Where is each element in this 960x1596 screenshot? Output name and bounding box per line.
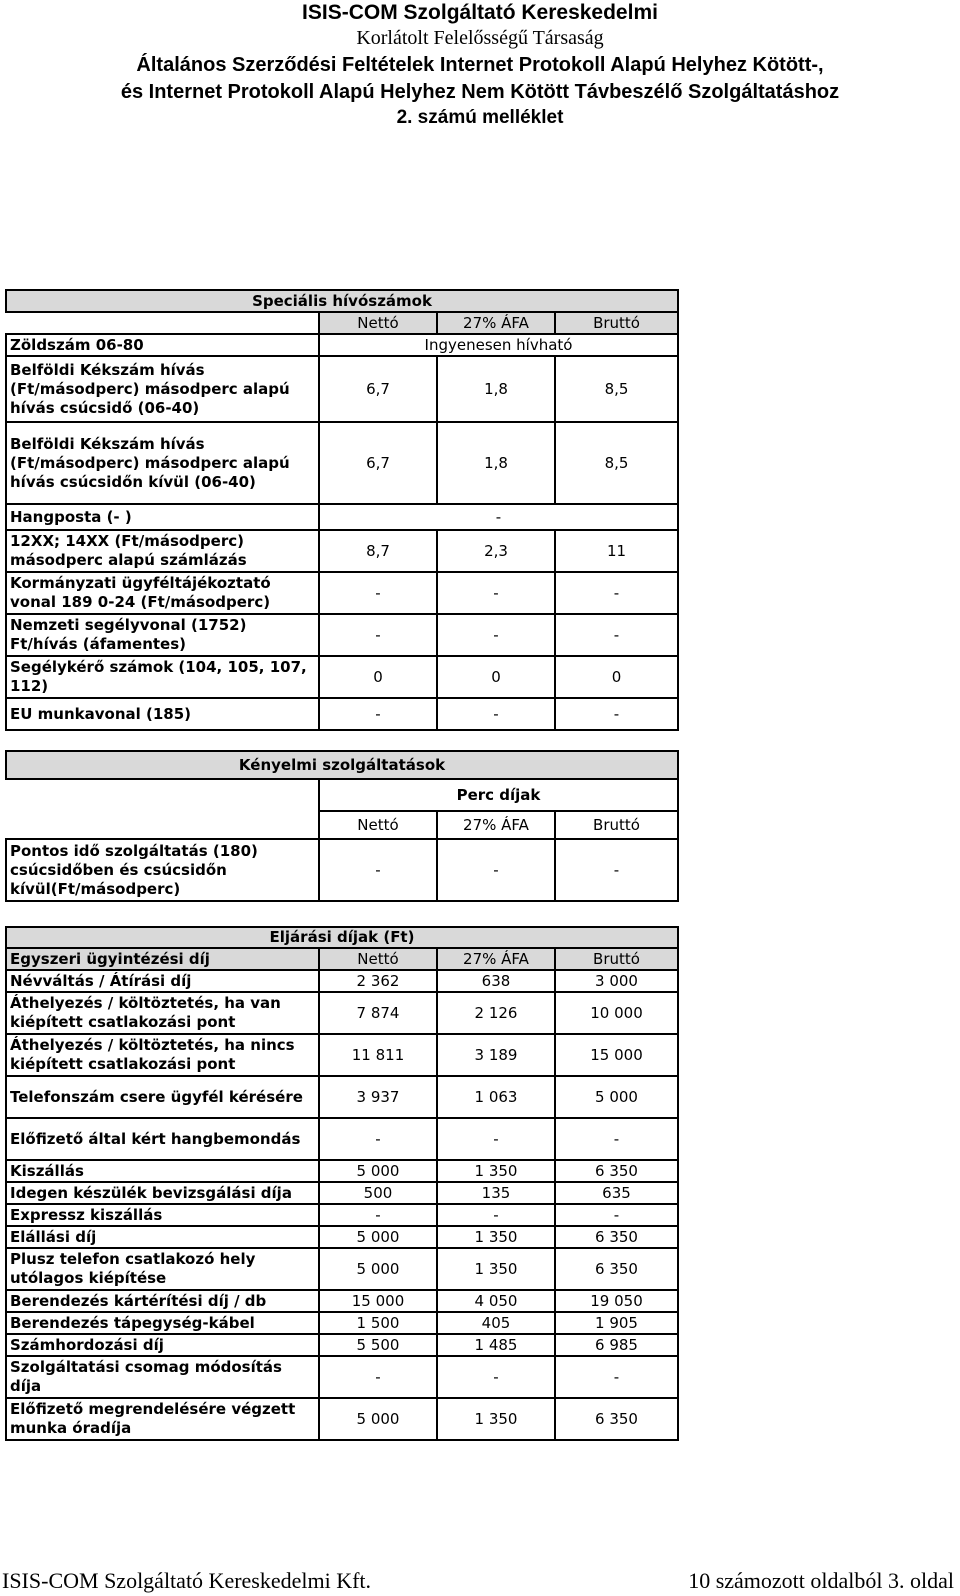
gross-cell: 635 bbox=[555, 1182, 678, 1204]
net-cell: 1 500 bbox=[319, 1312, 437, 1334]
net-cell: - bbox=[319, 1118, 437, 1160]
row-label: EU munkavonal (185) bbox=[6, 698, 319, 730]
vat-cell: 1 350 bbox=[437, 1160, 555, 1182]
table-row bbox=[6, 1182, 678, 1204]
net-cell: 5 000 bbox=[319, 1226, 437, 1248]
row-label: Előfizető megrendelésére végzett munka óradíja bbox=[6, 1398, 319, 1440]
row-label: Belföldi Kékszám hívás (Ft/másodperc) másodperc alapú hívás csúcsidőn kívül (06-40) bbox=[6, 422, 319, 504]
vat-cell: 1 485 bbox=[437, 1334, 555, 1356]
table-row bbox=[6, 1076, 678, 1118]
vat-cell: 1 350 bbox=[437, 1398, 555, 1440]
footer-company: ISIS-COM Szolgáltató Kereskedelmi Kft. bbox=[2, 1568, 372, 1593]
table-row bbox=[6, 1356, 678, 1398]
gross-cell: 1 905 bbox=[555, 1312, 678, 1334]
net-cell: - bbox=[319, 1204, 437, 1226]
vat-cell: 1,8 bbox=[437, 422, 555, 504]
net-cell: 0 bbox=[319, 656, 437, 698]
table-row bbox=[6, 1118, 678, 1160]
table-row bbox=[6, 1312, 678, 1334]
gross-cell: 6 985 bbox=[555, 1334, 678, 1356]
col-header-net: Nettó bbox=[319, 811, 437, 839]
table-row bbox=[6, 1226, 678, 1248]
table-row bbox=[6, 1334, 678, 1356]
minute-fees-label: Perc díjak bbox=[319, 779, 678, 811]
row-label: Berendezés kártérítési díj / db bbox=[6, 1290, 319, 1312]
table-row bbox=[6, 970, 678, 992]
row-label: Expressz kiszállás bbox=[6, 1204, 319, 1226]
vat-cell: 1 063 bbox=[437, 1076, 555, 1118]
gross-cell: 19 050 bbox=[555, 1290, 678, 1312]
gross-cell: 8,5 bbox=[555, 356, 678, 422]
special-numbers-title: Speciális hívószámok bbox=[6, 290, 678, 312]
table-row bbox=[6, 504, 678, 530]
row-label: Berendezés tápegység-kábel bbox=[6, 1312, 319, 1334]
company-form: Korlátolt Felelősségű Társaság bbox=[356, 27, 604, 49]
vat-cell: 2 126 bbox=[437, 992, 555, 1034]
footer-page-number: 10 számozott oldalból 3. oldal bbox=[688, 1568, 954, 1593]
row-label: Idegen készülék bevizsgálási díja bbox=[6, 1182, 319, 1204]
table-row bbox=[6, 839, 678, 901]
table-row bbox=[6, 1248, 678, 1290]
net-cell: 5 000 bbox=[319, 1248, 437, 1290]
gross-cell: 8,5 bbox=[555, 422, 678, 504]
comfort-services-table bbox=[5, 750, 679, 902]
col-header-vat: 27% ÁFA bbox=[437, 948, 555, 970]
gross-cell: 3 000 bbox=[555, 970, 678, 992]
gross-cell: - bbox=[555, 1118, 678, 1160]
vat-cell: - bbox=[437, 572, 555, 614]
col-header-vat: 27% ÁFA bbox=[437, 811, 555, 839]
vat-cell: - bbox=[437, 1118, 555, 1160]
vat-cell: 2,3 bbox=[437, 530, 555, 572]
col-header-item: Egyszeri ügyintézési díj bbox=[6, 948, 319, 970]
net-cell: 6,7 bbox=[319, 356, 437, 422]
row-label: Pontos idő szolgáltatás (180) csúcsidőben és csúcsidőn kívül(Ft/másodperc) bbox=[6, 839, 319, 901]
table-row bbox=[6, 422, 678, 504]
vat-cell: - bbox=[437, 839, 555, 901]
net-cell: 3 937 bbox=[319, 1076, 437, 1118]
gross-cell: 6 350 bbox=[555, 1398, 678, 1440]
col-header-gross: Bruttó bbox=[555, 312, 678, 334]
net-cell: 11 811 bbox=[319, 1034, 437, 1076]
vat-cell: 1 350 bbox=[437, 1226, 555, 1248]
vat-cell: - bbox=[437, 1356, 555, 1398]
vat-cell: 4 050 bbox=[437, 1290, 555, 1312]
row-label: Zöldszám 06-80 bbox=[6, 334, 319, 356]
vat-cell: 1,8 bbox=[437, 356, 555, 422]
gross-cell: - bbox=[555, 839, 678, 901]
net-cell: 5 000 bbox=[319, 1160, 437, 1182]
row-label: Elállási díj bbox=[6, 1226, 319, 1248]
procedural-fees-table bbox=[5, 926, 679, 1441]
net-cell: 8,7 bbox=[319, 530, 437, 572]
col-header-net: Nettó bbox=[319, 948, 437, 970]
vat-cell: - bbox=[437, 1204, 555, 1226]
gross-cell: 15 000 bbox=[555, 1034, 678, 1076]
gross-cell: 5 000 bbox=[555, 1076, 678, 1118]
table-row bbox=[6, 530, 678, 572]
vat-cell: 1 350 bbox=[437, 1248, 555, 1290]
table-row bbox=[6, 356, 678, 422]
row-label: Kormányzati ügyféltájékoztató vonal 189 0-24 (Ft/másodperc) bbox=[6, 572, 319, 614]
company-name: ISIS-COM Szolgáltató Kereskedelmi bbox=[302, 1, 658, 24]
net-cell: 5 000 bbox=[319, 1398, 437, 1440]
vat-cell: 135 bbox=[437, 1182, 555, 1204]
vat-cell: 405 bbox=[437, 1312, 555, 1334]
table-row bbox=[6, 698, 678, 730]
row-label: Áthelyezés / költöztetés, ha nincs kiépített csatlakozási pont bbox=[6, 1034, 319, 1076]
table-row bbox=[6, 992, 678, 1034]
gross-cell: - bbox=[555, 698, 678, 730]
gross-cell: 6 350 bbox=[555, 1160, 678, 1182]
vat-cell: 638 bbox=[437, 970, 555, 992]
gross-cell: 11 bbox=[555, 530, 678, 572]
vat-cell: 3 189 bbox=[437, 1034, 555, 1076]
row-label: Telefonszám csere ügyfél kérésére bbox=[6, 1076, 319, 1118]
gross-cell: 6 350 bbox=[555, 1226, 678, 1248]
net-cell: 500 bbox=[319, 1182, 437, 1204]
document-title-line2: és Internet Protokoll Alapú Helyhez Nem Kötött Távbeszélő Szolgáltatáshoz bbox=[120, 81, 840, 103]
gross-cell: 10 000 bbox=[555, 992, 678, 1034]
net-cell: - bbox=[319, 1356, 437, 1398]
vat-cell: - bbox=[437, 698, 555, 730]
col-header-net: Nettó bbox=[319, 312, 437, 334]
special-numbers-table bbox=[5, 289, 679, 731]
row-label: Plusz telefon csatlakozó hely utólagos kiépítése bbox=[6, 1248, 319, 1290]
net-cell: 5 500 bbox=[319, 1334, 437, 1356]
table-row bbox=[6, 572, 678, 614]
procedural-fees-title: Eljárási díjak (Ft) bbox=[6, 927, 678, 948]
appendix-title: 2. számú melléklet bbox=[396, 107, 564, 128]
row-label: Számhordozási díj bbox=[6, 1334, 319, 1356]
gross-cell: 6 350 bbox=[555, 1248, 678, 1290]
col-header-vat: 27% ÁFA bbox=[437, 312, 555, 334]
document-title-line1: Általános Szerződési Feltételek Internet Protokoll Alapú Helyhez Kötött-, bbox=[136, 54, 824, 76]
net-cell: - bbox=[319, 839, 437, 901]
col-header-gross: Bruttó bbox=[555, 948, 678, 970]
table-row bbox=[6, 1204, 678, 1226]
free-call-note: Ingyenesen hívható bbox=[319, 334, 678, 356]
row-label: Nemzeti segélyvonal (1752) Ft/hívás (áfamentes) bbox=[6, 614, 319, 656]
row-label: Áthelyezés / költöztetés, ha van kiépített csatlakozási pont bbox=[6, 992, 319, 1034]
row-label: Hangposta (- ) bbox=[6, 504, 319, 530]
vat-cell: 0 bbox=[437, 656, 555, 698]
table-row bbox=[6, 1034, 678, 1076]
row-label: 12XX; 14XX (Ft/másodperc) másodperc alapú számlázás bbox=[6, 530, 319, 572]
row-label: Névváltás / Átírási díj bbox=[6, 970, 319, 992]
table-row bbox=[6, 614, 678, 656]
gross-cell: - bbox=[555, 572, 678, 614]
table-row bbox=[6, 656, 678, 698]
row-label: Előfizető által kért hangbemondás bbox=[6, 1118, 319, 1160]
gross-cell: - bbox=[555, 1204, 678, 1226]
net-cell: 7 874 bbox=[319, 992, 437, 1034]
gross-cell: - bbox=[555, 614, 678, 656]
row-label: Belföldi Kékszám hívás (Ft/másodperc) másodperc alapú hívás csúcsidő (06-40) bbox=[6, 356, 319, 422]
row-label: Szolgáltatási csomag módosítás díja bbox=[6, 1356, 319, 1398]
vat-cell: - bbox=[437, 614, 555, 656]
net-cell: 15 000 bbox=[319, 1290, 437, 1312]
net-cell: 6,7 bbox=[319, 422, 437, 504]
table-row bbox=[6, 334, 678, 356]
net-cell: - bbox=[319, 614, 437, 656]
voicemail-value: - bbox=[319, 504, 678, 530]
net-cell: - bbox=[319, 698, 437, 730]
row-label: Segélykérő számok (104, 105, 107, 112) bbox=[6, 656, 319, 698]
comfort-services-title: Kényelmi szolgáltatások bbox=[6, 751, 678, 779]
gross-cell: - bbox=[555, 1356, 678, 1398]
net-cell: - bbox=[319, 572, 437, 614]
net-cell: 2 362 bbox=[319, 970, 437, 992]
table-row bbox=[6, 1398, 678, 1440]
table-row bbox=[6, 1160, 678, 1182]
col-header-gross: Bruttó bbox=[555, 811, 678, 839]
row-label: Kiszállás bbox=[6, 1160, 319, 1182]
gross-cell: 0 bbox=[555, 656, 678, 698]
table-row bbox=[6, 1290, 678, 1312]
